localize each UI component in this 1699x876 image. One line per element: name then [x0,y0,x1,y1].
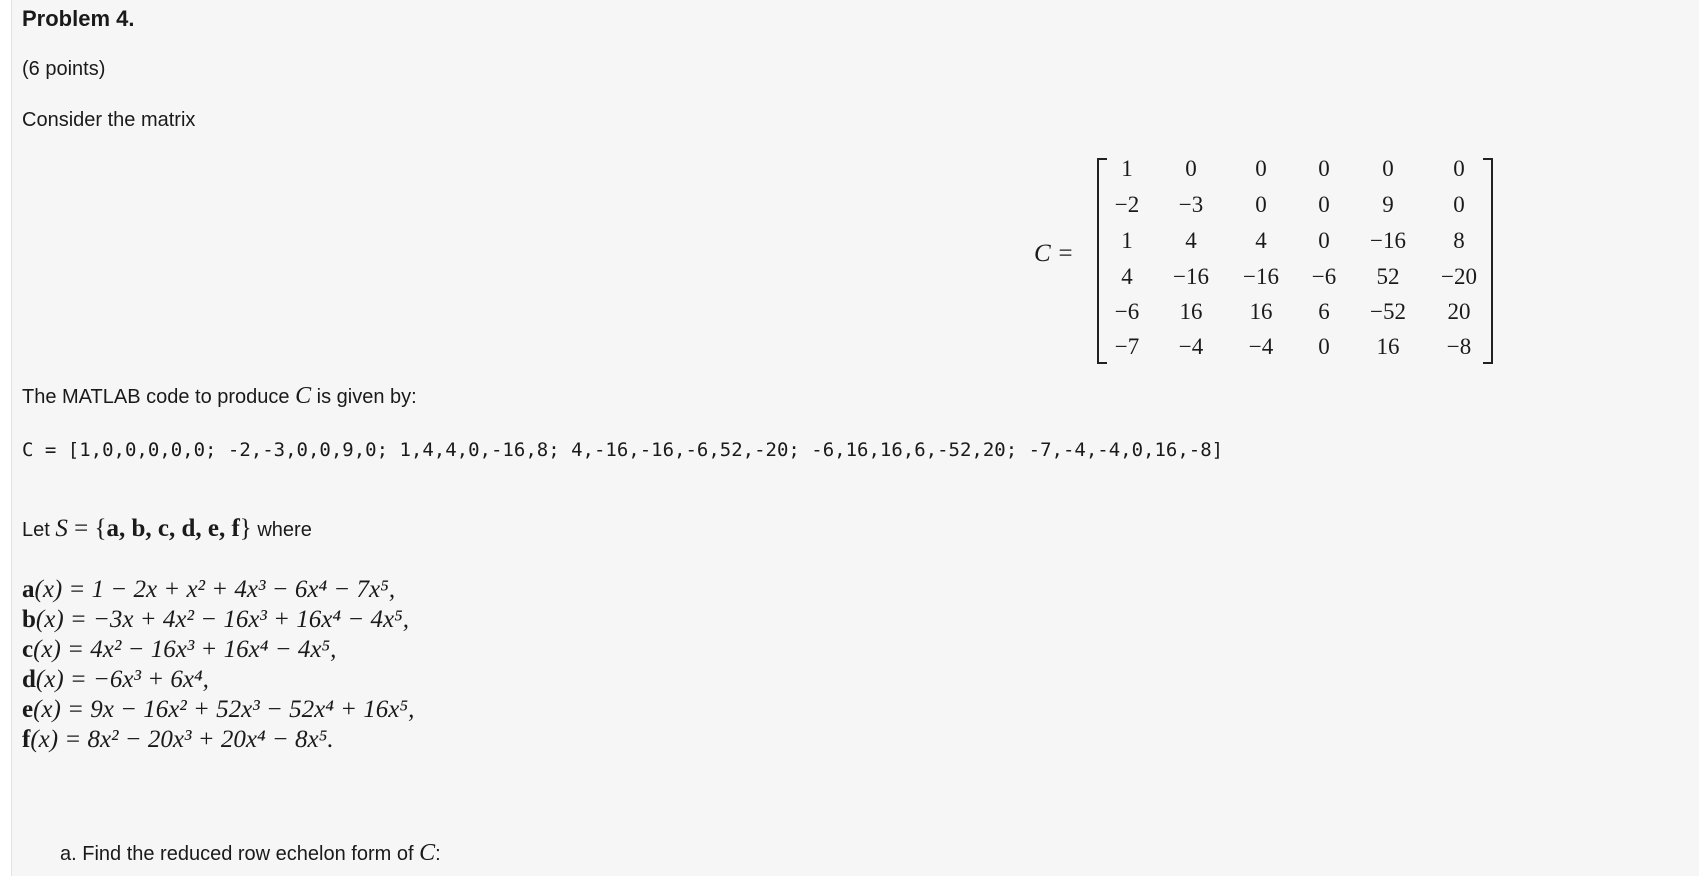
matrix-cell: 0 [1453,192,1465,217]
matlab-intro-after: is given by: [311,386,417,408]
matrix-cell: 4 [1121,264,1133,289]
polynomial-a: a(x) = 1 − 2x + x² + 4x³ − 6x⁴ − 7x⁵, [22,576,396,603]
matrix-label: C = [1034,240,1074,267]
matlab-intro-text: The MATLAB code to produce [22,386,296,408]
problem-title: Problem 4. [22,6,135,31]
points-label: (6 points) [22,58,106,80]
polynomial-b: b(x) = −3x + 4x² − 16x³ + 16x⁴ − 4x⁵, [22,606,409,633]
matrix-cell: 0 [1318,192,1330,217]
matlab-intro-var: C [295,383,312,409]
matrix-cell: −8 [1446,334,1472,359]
matrix-cell: 20 [1447,299,1471,324]
matrix-cell: 0 [1318,334,1330,359]
matrix-cell: −4 [1248,334,1274,359]
matrix-cell: −16 [1173,264,1209,289]
part-a-var: C [419,840,436,866]
matrix-cell: 52 [1376,264,1400,289]
matrix-cell: 0 [1318,228,1330,253]
matrix-cell: 16 [1179,299,1203,324]
matrix-cell: 0 [1318,156,1330,181]
set-def-eq: = { [67,515,107,542]
matrix-cell: −2 [1114,192,1140,217]
set-definition [22,515,312,543]
matlab-intro [22,383,417,410]
matrix-cell: −16 [1243,264,1279,289]
matrix-cell: 9 [1382,192,1394,217]
part-a-colon: : [435,843,441,865]
polynomial-f: f(x) = 8x² − 20x³ + 20x⁴ − 8x⁵. [22,726,334,753]
matrix-cell: 0 [1255,192,1267,217]
matrix-cell: 4 [1255,228,1267,253]
set-def-close: } [239,515,252,542]
part-a-text: a. Find the reduced row echelon form of [60,843,420,865]
polynomial-c: c(x) = 4x² − 16x³ + 16x⁴ − 4x⁵, [22,636,337,663]
matrix-cell: −7 [1114,334,1140,359]
matrix-cell: 0 [1185,156,1197,181]
matlab-code: C = [1,0,0,0,0,0; -2,-3,0,0,9,0; 1,4,4,0,-16,8; 4,-16,-16,-6,52,-20; -6,16,16,6,-52,20; -7,-4,-4,0,16,-8] [22,439,1224,461]
matrix-cell: −20 [1441,264,1477,289]
matrix-cell: 1 [1121,228,1133,253]
set-def-var: S [55,515,68,542]
matrix-cell: 0 [1453,156,1465,181]
polynomial-e: e(x) = 9x − 16x² + 52x³ − 52x⁴ + 16x⁵, [22,696,415,723]
matrix-cell: 0 [1382,156,1394,181]
set-def-let: Let [22,519,56,541]
matrix-cell: 1 [1121,156,1133,181]
matrix-cell: 4 [1185,228,1197,253]
set-def-where: where [251,519,312,541]
part-a-question [60,840,441,867]
matrix-cell: −6 [1311,264,1337,289]
matrix-cell: 6 [1318,299,1330,324]
matrix-cell: −3 [1178,192,1204,217]
matrix-cell: 16 [1376,334,1400,359]
matrix-cell: 16 [1249,299,1273,324]
matrix-cell: −4 [1178,334,1204,359]
matrix-cell: −16 [1370,228,1406,253]
matrix-cell: 8 [1453,228,1465,253]
matrix-cell: 0 [1255,156,1267,181]
set-def-members: a, b, c, d, e, f [106,515,240,542]
intro-text: Consider the matrix [22,109,196,131]
matrix-cell: −52 [1370,299,1406,324]
polynomial-d: d(x) = −6x³ + 6x⁴, [22,666,209,693]
matrix-cell: −6 [1114,299,1140,324]
